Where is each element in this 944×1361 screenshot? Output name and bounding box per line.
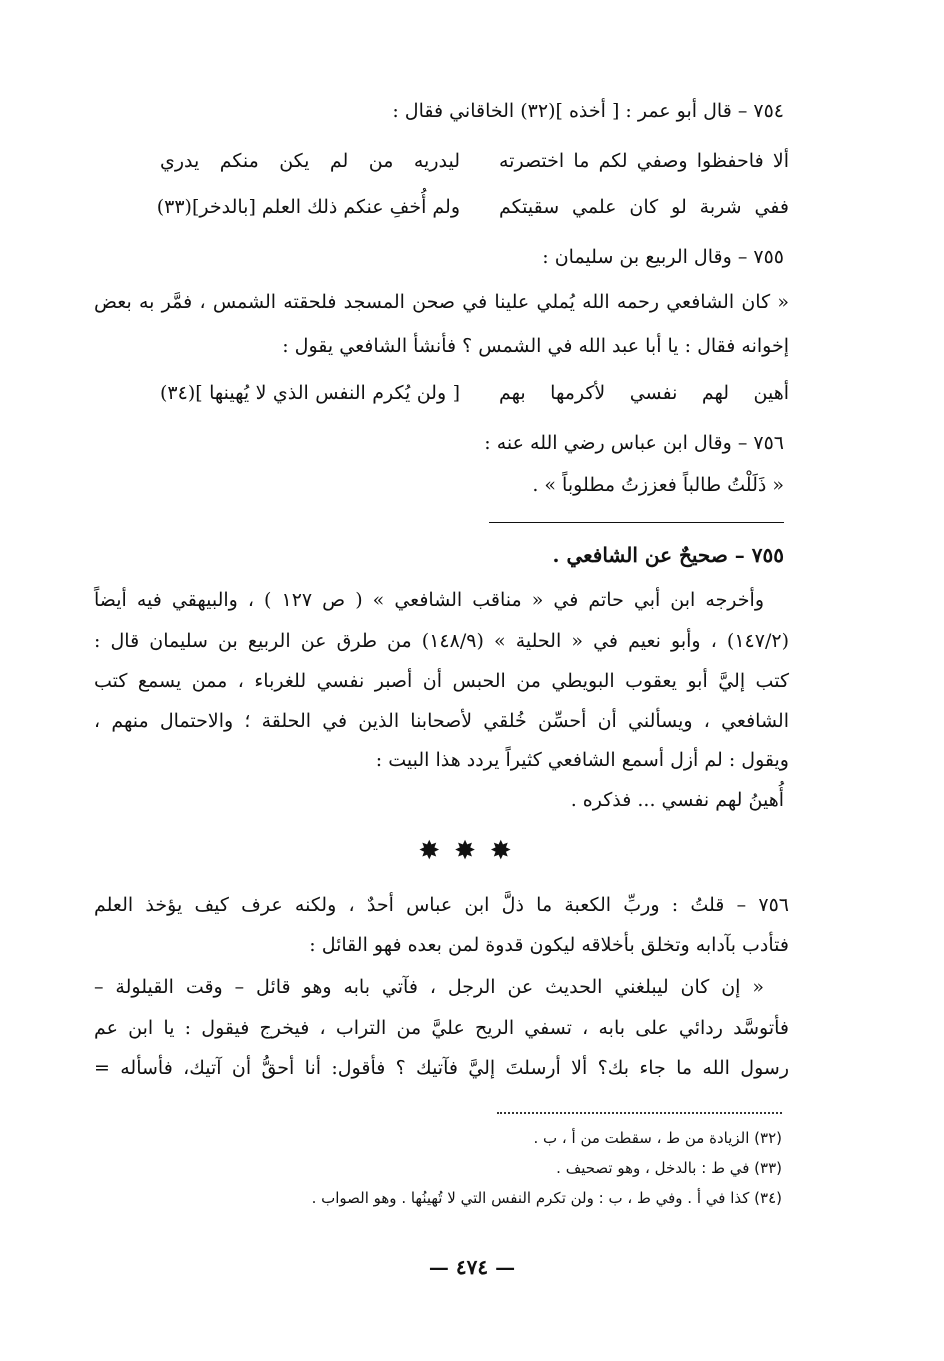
footnote-32: (٣٢) الزيادة من ط ، سقطت من أ ، ب . <box>533 1129 782 1147</box>
footnote-34: (٣٤) كذا في أ . وفي ط ، ب : ولن تكرم النفس التي لا تُهينُها . وهو الصواب . <box>311 1189 782 1207</box>
verse-2-second-hemistich: ولم أُخفِ عنكم ذلك العلم [بالدخر](٣٣) <box>156 196 460 218</box>
entry-755-text-line-2: إخوانه فقال : يا أبا عبد الله في الشمس ؟ فأنشأ الشافعي يقول : <box>282 335 789 357</box>
entry-756-quote: « ذَلَلْتُ طالباً فعززتُ مطلوباً » . <box>532 474 784 496</box>
entry-756-heading: ٧٥٦ – وقال ابن عباس رضي الله عنه : <box>484 432 784 454</box>
commentary-755-heading: ٧٥٥ – صحيحٌ عن الشافعي . <box>552 543 784 567</box>
entry-755-text-line-1: « كان الشافعي رحمه الله يُملي علينا في صحن المسجد فلحقته الشمس ، فمَّر به بعض <box>94 291 789 313</box>
verse-3-first-hemistich: أهين لهم نفسي لأكرمها بهم <box>499 382 789 404</box>
commentary-756-line-3: « إن كان ليبلغني الحديث عن الرجل ، فآتي بابه وهو قائل – وقت القيلولة – <box>94 976 764 998</box>
entry-755-heading: ٧٥٥ – وقال الربيع بن سليمان : <box>542 246 784 268</box>
commentary-755-line-6: أُهينُ لهم نفسي ... فذكره . <box>570 789 784 811</box>
commentary-756-line-4: فأتوسَّد ردائي على بابه ، تسفي الريح عليَّ من التراب ، فيخرج فيقول : يا ابن عم <box>94 1017 789 1039</box>
commentary-756-line-1: ٧٥٦ – قلتُ : وربِّ الكعبة ما ذلَّ ابن عباس أحدٌ ، ولكنه عرف كيف يؤخذ العلم <box>94 894 789 916</box>
commentary-756-line-5: رسول الله ما جاء بك؟ ألا أرسلتَ إليَّ فآتيك ؟ فأقول: أنا أحقُّ أن آتيك، فأسأله = <box>94 1057 789 1079</box>
section-divider-rule <box>489 522 784 523</box>
verse-1-second-hemistich: ليدريه من لم يكن منكم يدري <box>160 150 460 172</box>
page-number: — ٤٧٤ — <box>428 1255 516 1279</box>
commentary-755-line-3: كتب إليَّ أبو يعقوب البويطي من الحبس أن أصبر نفسي للغرباء ، ممن يسمع كتب <box>94 670 789 692</box>
commentary-755-line-2: (١٤٧/٢) ، وأبو نعيم في « الحلية » (١٤٨/٩) من طرق عن الربيع بن سليمان قال : <box>94 630 789 652</box>
footnote-separator <box>497 1112 782 1114</box>
commentary-755-line-1: وأخرجه ابن أبي حاتم في « مناقب الشافعي » ( ص ١٢٧ ) ، والبيهقي فيه أيضاً <box>94 589 764 611</box>
verse-1-first-hemistich: ألا فاحفظوا وصفي لكم ما اختصرته <box>499 150 789 172</box>
verse-3-second-hemistich: [ ولن يُكرم النفس الذي لا يُهينها ](٣٤) <box>160 382 460 404</box>
commentary-755-line-5: ويقول : لم أزل أسمع الشافعي كثيراً يردد هذا البيت : <box>375 749 789 771</box>
entry-754-heading: ٧٥٤ – قال أبو عمر : [ أخذه ](٣٢) الخاقاني فقال : <box>392 100 784 122</box>
commentary-755-line-4: الشافعي ، ويسألني أن أحسِّن خُلقي لأصحابنا الذين في الحلقة ؛ والاحتمال منهم ، <box>94 710 789 732</box>
footnote-33: (٣٣) في ط : بالدخل ، وهو تصحيف . <box>556 1159 782 1177</box>
section-separator-stars: ✸✸✸ <box>418 836 526 866</box>
verse-2-first-hemistich: ففي شربة لو كان علمي سقيتكم <box>499 196 789 218</box>
commentary-756-line-2: فتأدب بآدابه وتخلق بأخلاقه ليكون قدوة لمن بعده فهو القائل : <box>309 934 789 956</box>
